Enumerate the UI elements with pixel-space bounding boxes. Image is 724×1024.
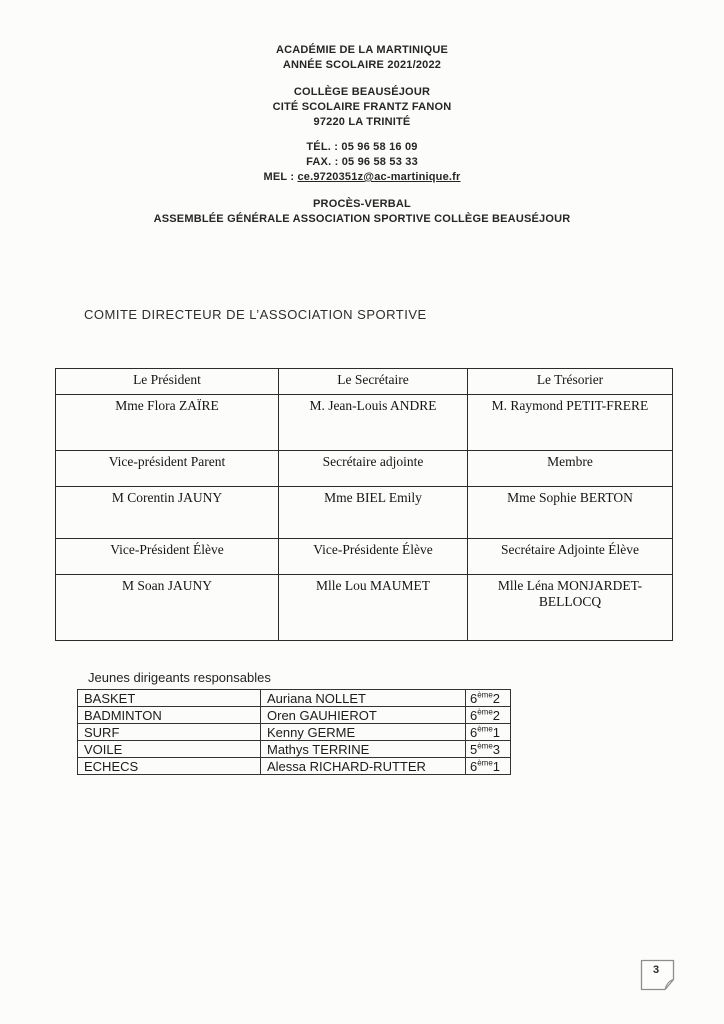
committee-role-cell: Secrétaire Adjointe Élève: [468, 539, 673, 575]
mel-label: MEL :: [263, 171, 298, 183]
committee-name-cell: Mme Sophie BERTON: [468, 487, 673, 539]
sport-cell: ECHECS: [78, 758, 261, 775]
sport-cell: VOILE: [78, 741, 261, 758]
committee-role-cell: Le Président: [56, 369, 279, 395]
list-item: [78, 707, 511, 724]
class-cell: 6ème2: [466, 690, 511, 707]
committee-table: [55, 368, 673, 641]
table-row: [56, 369, 673, 395]
sport-cell: BASKET: [78, 690, 261, 707]
table-row: [56, 395, 673, 451]
class-cell: 6ème2: [466, 707, 511, 724]
table-row: [56, 575, 673, 641]
academy-line: ACADÉMIE DE LA MARTINIQUE: [275, 44, 449, 56]
committee-role-cell: Membre: [468, 451, 673, 487]
list-item: [78, 758, 511, 775]
page-number-badge: [638, 958, 676, 992]
school-name-line: COLLÈGE BEAUSÉJOUR: [293, 86, 431, 98]
committee-name-cell: Mme Flora ZAÏRE: [56, 395, 279, 451]
committee-name-cell: Mlle Léna MONJARDET-BELLOCQ: [468, 575, 673, 641]
committee-name-cell: M. Raymond PETIT-FRERE: [468, 395, 673, 451]
page-number: 3: [652, 964, 660, 976]
list-item: [78, 690, 511, 707]
section-title: COMITE DIRECTEUR DE L’ASSOCIATION SPORTIVE: [84, 307, 427, 322]
student-name-cell: Mathys TERRINE: [261, 741, 466, 758]
student-name-cell: Alessa RICHARD-RUTTER: [261, 758, 466, 775]
mel-line: [0, 170, 724, 185]
committee-name-cell: M. Jean-Louis ANDRE: [279, 395, 468, 451]
sport-cell: SURF: [78, 724, 261, 741]
list-item: [78, 724, 511, 741]
city-line: 97220 LA TRINITÉ: [313, 116, 411, 128]
class-cell: 5ème3: [466, 741, 511, 758]
committee-role-cell: Vice-Présidente Élève: [279, 539, 468, 575]
leaders-table: [77, 689, 511, 775]
table-row: [56, 539, 673, 575]
campus-line: CITÉ SCOLAIRE FRANTZ FANON: [272, 101, 452, 113]
class-cell: 6ème1: [466, 758, 511, 775]
leaders-title: Jeunes dirigeants responsables: [88, 670, 271, 685]
student-name-cell: Kenny GERME: [261, 724, 466, 741]
committee-name-cell: M Soan JAUNY: [56, 575, 279, 641]
student-name-cell: Oren GAUHIEROT: [261, 707, 466, 724]
sport-cell: BADMINTON: [78, 707, 261, 724]
email-link[interactable]: ce.9720351z@ac-martinique.fr: [297, 171, 461, 183]
table-row: [56, 451, 673, 487]
committee-name-cell: M Corentin JAUNY: [56, 487, 279, 539]
letterhead: [0, 43, 724, 227]
doc-type-line: PROCÈS-VERBAL: [313, 198, 411, 210]
list-item: [78, 741, 511, 758]
tel-line: TÉL. : 05 96 58 16 09: [306, 141, 418, 153]
doc-subject-line: ASSEMBLÉE GÉNÉRALE ASSOCIATION SPORTIVE COLLÈGE BEAUSÉJOUR: [153, 213, 571, 225]
committee-name-cell: Mme BIEL Emily: [279, 487, 468, 539]
table-row: [56, 487, 673, 539]
fax-line: FAX. : 05 96 58 53 33: [306, 156, 418, 168]
class-cell: 6ème1: [466, 724, 511, 741]
committee-role-cell: Vice-président Parent: [56, 451, 279, 487]
committee-role-cell: Vice-Président Élève: [56, 539, 279, 575]
school-year-line: ANNÉE SCOLAIRE 2021/2022: [282, 59, 442, 71]
student-name-cell: Auriana NOLLET: [261, 690, 466, 707]
committee-role-cell: Le Trésorier: [468, 369, 673, 395]
committee-role-cell: Secrétaire adjointe: [279, 451, 468, 487]
committee-role-cell: Le Secrétaire: [279, 369, 468, 395]
committee-name-cell: Mlle Lou MAUMET: [279, 575, 468, 641]
